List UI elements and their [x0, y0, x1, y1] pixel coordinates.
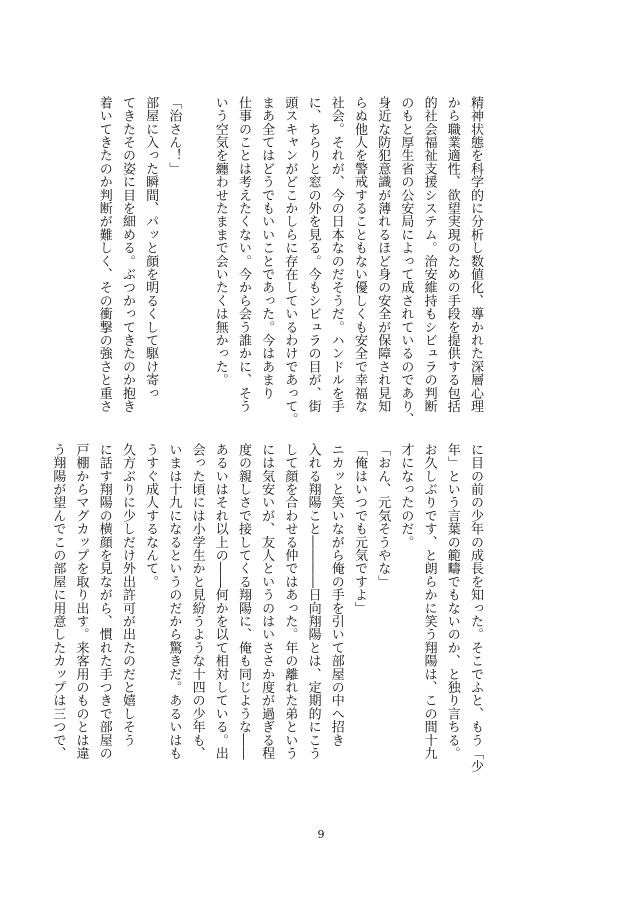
text-line: 精神状態を科学的に分析し数値化、導かれた深層心理 — [468, 96, 483, 413]
text-line: お久しぶりです、と朗らかに笑う翔陽は、この間十九 — [421, 443, 437, 760]
text-line: 度の親しさで接してくる翔陽に、俺も同じような―― — [235, 443, 251, 760]
text-line: 「治さん！」 — [166, 96, 182, 176]
text-line: には気安いが、友人というのはいささか度が過ぎる程 — [259, 443, 275, 760]
text-line: あるいはそれ以上の――何かを以て相対している。出 — [212, 443, 228, 760]
text-line: 「おん、元気そうやな」 — [375, 443, 391, 589]
text-line: いまは十九になるというのだから驚きだ。あるいはも — [166, 443, 182, 760]
text-line: 部屋に入った瞬間、パッと顔を明るくして駆け寄っ — [143, 96, 159, 400]
text-line: 会った頃には小学生かと見紛うような十四の少年も、 — [189, 443, 205, 760]
text-line: 着いてきたのか判断が難しく、その衝撃の強さと重さ — [96, 96, 112, 413]
text-line: 社会。それが、今の日本なのだそうだ。ハンドルを手 — [328, 96, 344, 413]
text-line: のもと厚生省の公安局によって成されているのであり、 — [398, 96, 414, 426]
lower-text-block — [50, 443, 487, 783]
text-line: 「俺はいつでも元気ですよ」 — [351, 443, 367, 615]
text-line: 頭スキャンがどこかしらに存在しているわけであって。 — [282, 96, 298, 426]
text-line: 年」という言葉の範疇でもないのか、と独り言ちる。 — [444, 443, 460, 760]
text-line: 久方ぶりに少しだけ外出許可が出たのだと嬉しそう — [119, 443, 135, 747]
text-line: 才になったのだ。 — [398, 443, 414, 549]
text-line: てきたその姿に目を細める。ぶつかってきたのか抱き — [119, 96, 135, 413]
text-line: に、ちらりと窓の外を見る。今もシビュラの目が、街 — [305, 96, 321, 413]
upper-text-block — [96, 96, 487, 426]
text-line: 入れる翔陽こと――――日向翔陽とは、定期的にこう — [305, 443, 321, 760]
text-line: いう空気を纏わせたままで会いたくは無かった。 — [212, 96, 228, 387]
text-line: して顔を合わせる仲ではあった。年の離れた弟という — [282, 443, 298, 760]
text-line: 仕事のことは考えたくない。今から会う誰かに、そう — [235, 96, 251, 413]
text-line: 戸棚からマグカップを取り出す。来客用のものとは違 — [73, 443, 89, 760]
text-line: まあ全てはどうでもいいことであった。今はあまり — [259, 96, 275, 400]
text-line: う翔陽が望んでこの部屋に用意したカップは三つで、 — [50, 443, 66, 760]
text-line: ニカッと笑いながら俺の手を引いて部屋の中へ招き — [328, 443, 344, 747]
text-line: 身近な防犯意識が薄れるほど身の安全が保障され見知 — [375, 96, 391, 413]
text-line: うすぐ成人するなんて。 — [143, 443, 159, 589]
text-line: に目の前の少年の成長を知った。そこでふと、もう「少 — [468, 443, 483, 773]
page-number: 9 — [317, 828, 325, 841]
text-line: らぬ他人を警戒することもない優しくも安全で幸福な — [351, 96, 367, 413]
blank-line — [185, 96, 208, 394]
text-line: に話す翔陽の横顔を見ながら、慣れた手つきで部屋の — [96, 443, 112, 760]
text-line: から職業適性、欲望実現のための手段を提供する包括 — [444, 96, 460, 413]
text-line: 的社会福祉支援システム。治安維持もシビュラの判断 — [421, 96, 437, 413]
